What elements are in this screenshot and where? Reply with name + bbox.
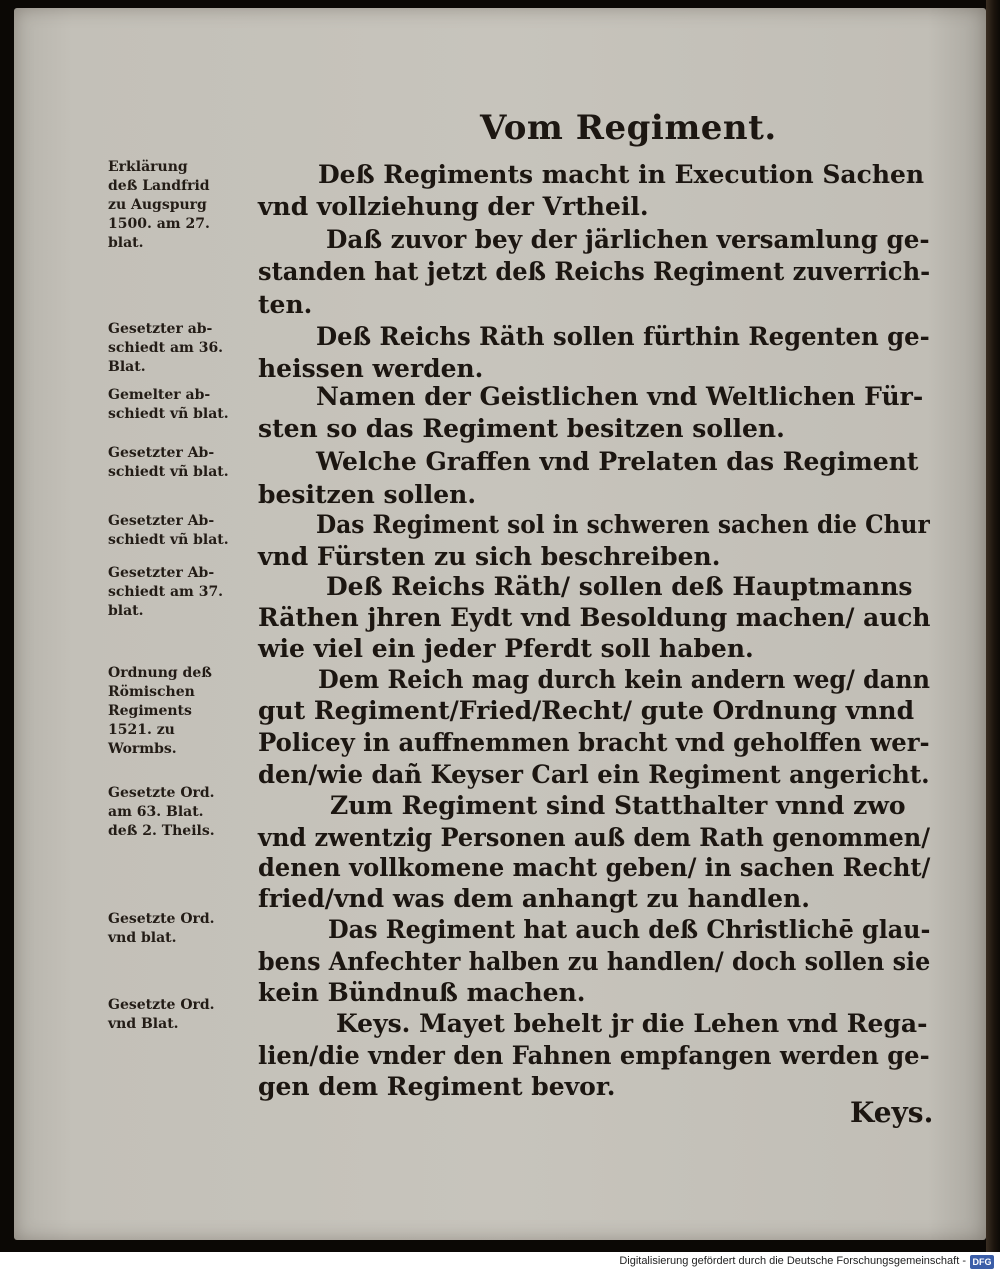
text-line: Deß Reichs Räth/ sollen deß Hauptmanns — [326, 572, 913, 601]
text-line: lien/die vnder den Fahnen empfangen werden ge- — [258, 1041, 930, 1070]
margin-note: Gesetzter Ab- schiedt am 37. blat. — [108, 565, 224, 619]
page-heading: Vom Regiment. — [480, 108, 777, 148]
text-line: Dem Reich mag durch kein andern weg/ dann — [318, 665, 930, 694]
dfg-logo[interactable]: DFG — [970, 1255, 994, 1269]
text-line: gen dem Regiment bevor. — [258, 1072, 616, 1101]
margin-note: Gesetzte Ord. vnd blat. — [108, 911, 215, 946]
margin-note: Gemelter ab- schiedt vñ blat. — [108, 387, 229, 422]
text-line: Deß Reichs Räth sollen fürthin Regenten ge- — [316, 322, 930, 351]
book-edge — [986, 0, 1000, 1252]
margin-note: Gesetzter Ab- schiedt vñ blat. — [108, 445, 229, 480]
text-line: den/wie dañ Keyser Carl ein Regiment angericht. — [258, 760, 930, 789]
text-line: vnd Fürsten zu sich beschreiben. — [258, 542, 721, 571]
text-line: Namen der Geistlichen vnd Weltlichen Für- — [316, 382, 924, 411]
margin-note: Gesetzte Ord. am 63. Blat. deß 2. Theils. — [108, 785, 215, 839]
text-line: Welche Graffen vnd Prelaten das Regiment — [316, 447, 919, 476]
text-line: ten. — [258, 290, 313, 319]
text-line: sten so das Regiment besitzen sollen. — [258, 414, 785, 443]
text-line: heissen werden. — [258, 354, 484, 383]
text-line: Räthen jhren Eydt vnd Besoldung machen/ auch — [258, 603, 931, 632]
text-line: Keys. Mayet behelt jr die Lehen vnd Rega- — [336, 1009, 928, 1038]
margin-note: Gesetzte Ord. vnd Blat. — [108, 997, 215, 1032]
text-line: vnd zwentzig Personen auß dem Rath genommen/ — [258, 823, 930, 852]
text-line: fried/vnd was dem anhangt zu handlen. — [258, 884, 810, 913]
text-line: besitzen sollen. — [258, 480, 477, 509]
text-line: gut Regiment/Fried/Recht/ gute Ordnung vnnd — [258, 696, 915, 725]
text-line: Das Regiment hat auch deß Christlichē glau- — [328, 915, 931, 944]
text-line: Daß zuvor bey der järlichen versamlung ge- — [326, 225, 930, 254]
margin-note: Ordnung deß Römischen Regiments 1521. zu Wormbs. — [108, 665, 212, 757]
footer-credit: Digitalisierung gefördert durch die Deutsche Forschungsgemeinschaft - — [619, 1255, 966, 1267]
text-line: Zum Regiment sind Statthalter vnnd zwo — [330, 791, 906, 820]
text-line: vnd vollziehung der Vrtheil. — [258, 192, 649, 221]
catchword: Keys. — [850, 1096, 934, 1129]
margin-note: Gesetzter ab- schiedt am 36. Blat. — [108, 321, 224, 375]
footer-bar — [0, 1252, 1000, 1273]
text-line: standen hat jetzt deß Reichs Regiment zuverrich- — [258, 257, 931, 286]
margin-note: Gesetzter Ab- schiedt vñ blat. — [108, 513, 229, 548]
text-line: Deß Regiments macht in Execution Sachen — [318, 160, 925, 189]
text-line: wie viel ein jeder Pferdt soll haben. — [258, 634, 754, 663]
text-line: Policey in auffnemmen bracht vnd geholffen wer- — [258, 728, 930, 757]
text-line: denen vollkomene macht geben/ in sachen Recht/ — [258, 853, 931, 882]
text-line: kein Bündnuß machen. — [258, 978, 586, 1007]
text-line: Das Regiment sol in schweren sachen die Chur — [316, 510, 930, 539]
text-line: bens Anfechter halben zu handlen/ doch sollen sie — [258, 947, 931, 976]
margin-note: Erklärung deß Landfrid zu Augspurg 1500. am 27. blat. — [108, 159, 210, 251]
